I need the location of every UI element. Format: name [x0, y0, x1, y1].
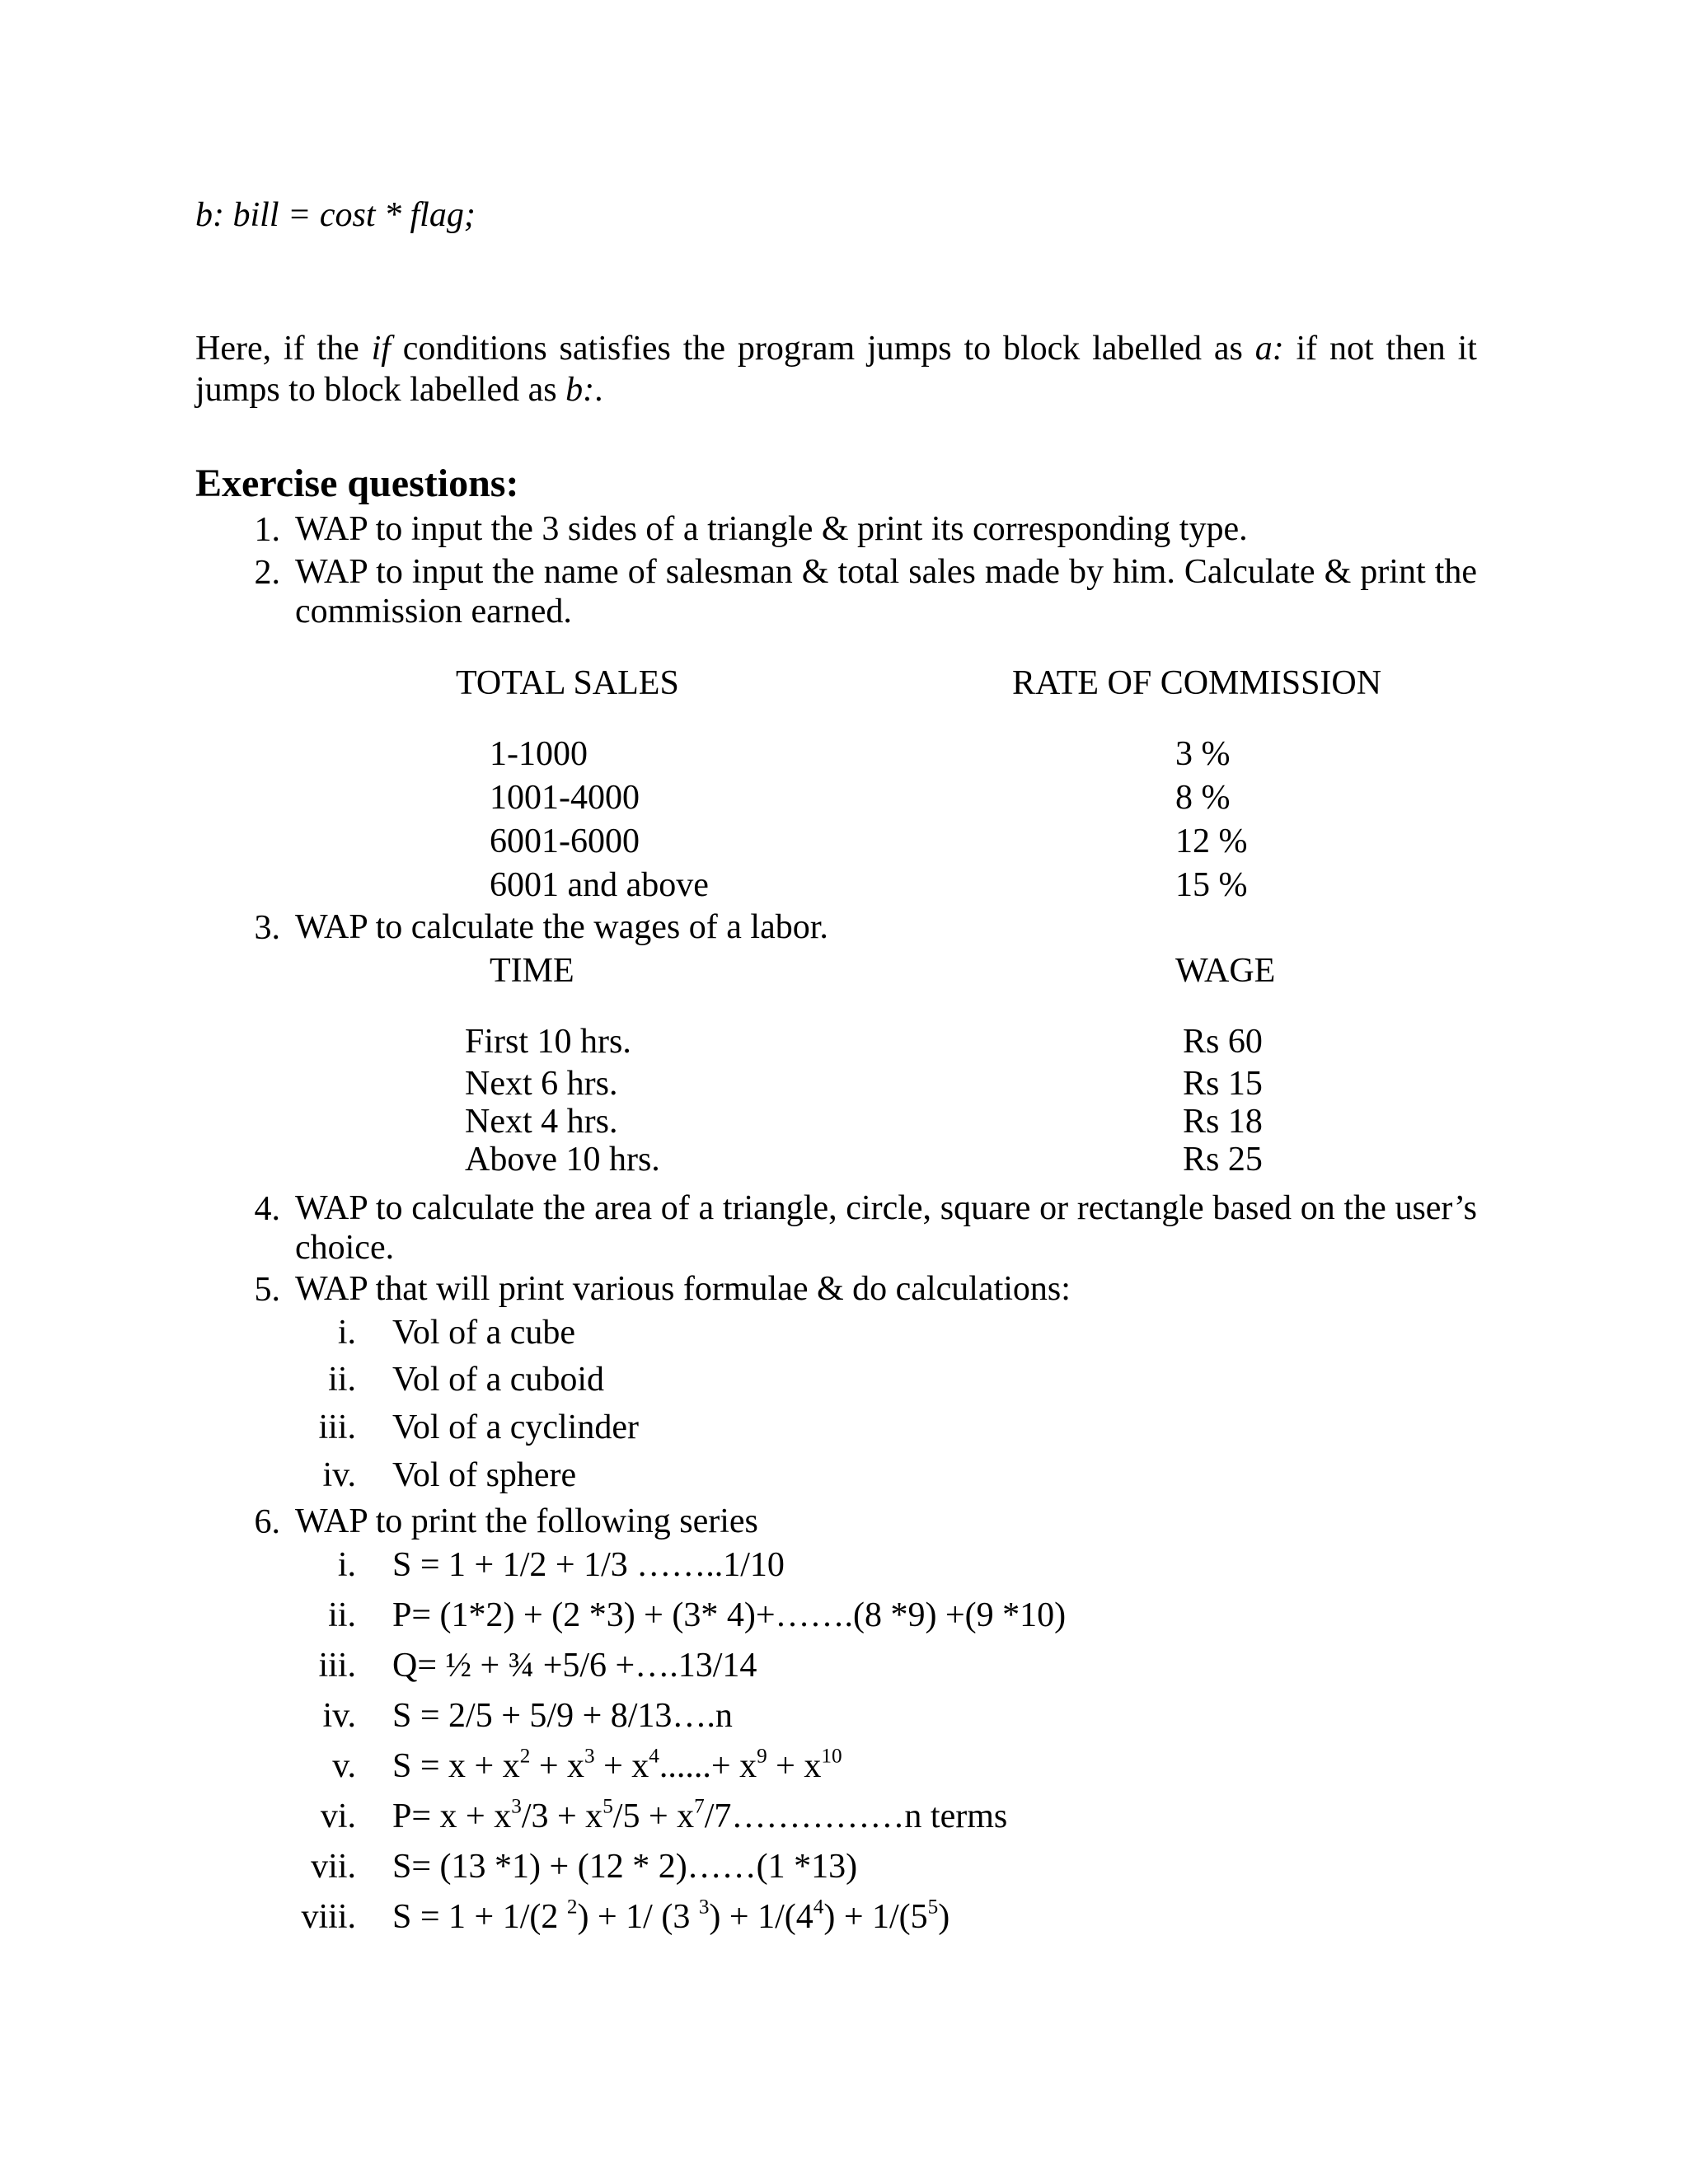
list-item-number: vi.	[320, 1797, 356, 1835]
list-item: Vol of a cuboid	[392, 1361, 605, 1399]
series-term: S = 1 + 1/(2	[392, 1898, 567, 1936]
series-term: ) + 1/ (3	[577, 1898, 699, 1936]
exponent: 5	[927, 1896, 939, 1919]
series-term: + x	[767, 1747, 822, 1785]
series-term: /3 + x	[521, 1797, 603, 1835]
list-item-number: viii.	[301, 1898, 356, 1936]
list-item-number: iii.	[318, 1647, 356, 1685]
intro-text: .	[594, 371, 603, 409]
exponent: 10	[821, 1745, 842, 1768]
question-number: 5.	[254, 1271, 280, 1309]
exponent: 2	[519, 1745, 531, 1768]
table-cell: Rs 60	[1183, 1023, 1263, 1061]
table-cell: Rs 25	[1183, 1141, 1263, 1179]
label-b: b:	[565, 371, 595, 409]
exponent: 5	[603, 1795, 613, 1818]
label-a: a:	[1254, 330, 1284, 368]
intro-text: Here, if the	[195, 330, 372, 368]
question-text: WAP to calculate the wages of a labor.	[295, 908, 828, 946]
list-item-number: ii.	[328, 1596, 356, 1634]
series-term: /7……………n terms	[704, 1797, 1008, 1835]
list-item: P= (1*2) + (2 *3) + (3* 4)+…….(8 *9) +(9 *10)	[392, 1596, 1067, 1634]
list-item-number: v.	[332, 1747, 356, 1785]
series-term: + x	[594, 1747, 649, 1785]
table-cell: 3 %	[1175, 735, 1231, 773]
list-item-number: ii.	[328, 1361, 356, 1399]
series-term: /5 + x	[612, 1797, 695, 1835]
exponent: 4	[649, 1745, 659, 1768]
table-cell: 12 %	[1175, 823, 1248, 860]
list-item	[392, 1796, 1007, 1837]
table-cell: 6001-6000	[490, 823, 640, 860]
list-item	[392, 1746, 842, 1787]
table-cell: 1001-4000	[490, 779, 640, 817]
list-item-number: i.	[337, 1314, 356, 1352]
intro-text: conditions satisfies the program jumps to block labelled as	[390, 330, 1255, 368]
exponent: 3	[584, 1745, 595, 1768]
table-cell: 6001 and above	[490, 866, 709, 904]
list-item-number: iv.	[322, 1456, 356, 1494]
question-number: 6.	[254, 1503, 280, 1541]
list-item-number: i.	[337, 1546, 356, 1584]
table-cell: Next 6 hrs.	[465, 1065, 618, 1103]
table-header: RATE OF COMMISSION	[1012, 664, 1382, 702]
series-term: ) + 1/(5	[823, 1898, 928, 1936]
code-line: b: bill = cost * flag;	[195, 196, 476, 234]
exponent: 4	[813, 1896, 824, 1919]
series-term: ......+ x	[659, 1747, 757, 1785]
list-item: S = 1 + 1/2 + 1/3 ……..1/10	[392, 1546, 785, 1584]
exponent: 9	[757, 1745, 767, 1768]
list-item: Vol of a cyclinder	[392, 1408, 639, 1446]
table-cell: 8 %	[1175, 779, 1231, 817]
list-item	[392, 1896, 950, 1938]
question-text: WAP to input the 3 sides of a triangle & print its corresponding type.	[295, 510, 1248, 548]
question-text: WAP to calculate the area of a triangle, circle, square or rectangle based on the user’s choice.	[295, 1189, 1477, 1267]
list-item: S= (13 *1) + (12 * 2)……(1 *13)	[392, 1848, 858, 1886]
intro-paragraph	[195, 328, 1477, 410]
series-term: ) + 1/(4	[709, 1898, 814, 1936]
list-item: Vol of sphere	[392, 1456, 577, 1494]
table-cell: First 10 hrs.	[465, 1023, 631, 1061]
table-cell: Next 4 hrs.	[465, 1103, 618, 1141]
list-item-number: iv.	[322, 1697, 356, 1735]
table-cell: Rs 18	[1183, 1103, 1263, 1141]
list-item: S = 2/5 + 5/9 + 8/13….n	[392, 1697, 733, 1735]
question-number: 4.	[254, 1190, 280, 1228]
table-cell: Above 10 hrs.	[465, 1141, 660, 1179]
if-keyword: if	[371, 330, 391, 368]
question-text: WAP to print the following series	[295, 1502, 758, 1540]
list-item-number: vii.	[311, 1848, 356, 1886]
question-number: 1.	[254, 511, 280, 549]
table-header: TOTAL SALES	[456, 664, 679, 702]
question-number: 3.	[254, 909, 280, 947]
table-cell: 1-1000	[490, 735, 588, 773]
question-number: 2.	[254, 554, 280, 592]
series-term: P= x + x	[392, 1797, 512, 1835]
table-header: TIME	[490, 952, 574, 990]
table-cell: Rs 15	[1183, 1065, 1263, 1103]
exponent: 3	[698, 1896, 710, 1919]
exponent: 7	[694, 1795, 705, 1818]
table-cell: 15 %	[1175, 866, 1248, 904]
intro-text: if not then it jumps to block labelled as	[195, 330, 1477, 409]
exponent: 2	[566, 1896, 578, 1919]
table-header: WAGE	[1175, 952, 1276, 990]
list-item: Vol of a cube	[392, 1314, 575, 1352]
list-item: Q= ½ + ¾ +5/6 +….13/14	[392, 1647, 757, 1685]
series-term: + x	[530, 1747, 585, 1785]
series-term: S = x + x	[392, 1747, 520, 1785]
list-item-number: iii.	[318, 1408, 356, 1446]
exponent: 3	[511, 1795, 522, 1818]
section-heading: Exercise questions:	[195, 462, 519, 505]
question-text: WAP that will print various formulae & do calculations:	[295, 1270, 1071, 1308]
question-text: WAP to input the name of salesman & total sales made by him. Calculate & print the commission earned.	[295, 553, 1477, 630]
series-term: )	[938, 1898, 950, 1936]
